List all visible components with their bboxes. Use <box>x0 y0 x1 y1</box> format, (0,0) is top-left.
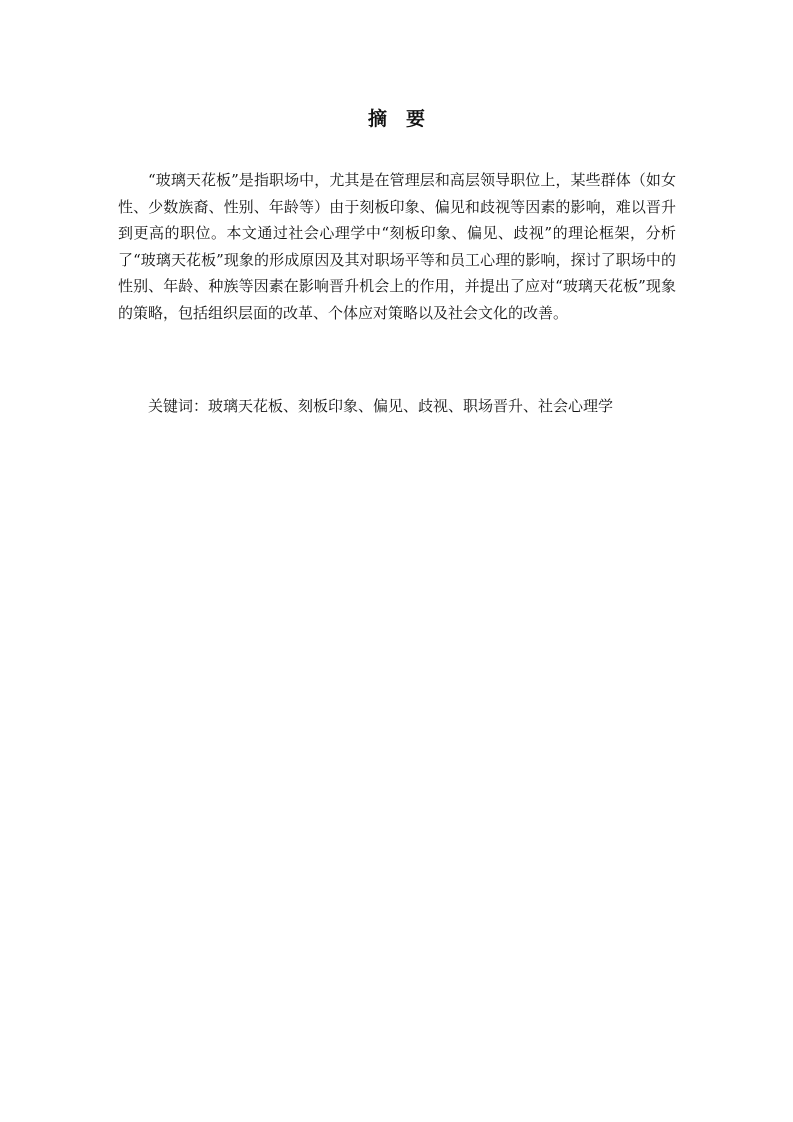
keywords-line: 关键词：玻璃天花板、刻板印象、偏见、歧视、职场晋升、社会心理学 <box>148 397 614 415</box>
page-title <box>0 104 793 131</box>
title-char-second: 要 <box>406 108 426 130</box>
title-char-first: 摘 <box>367 108 387 130</box>
abstract-paragraph: “玻璃天花板”是指职场中，尤其是在管理层和高层领导职位上，某些群体（如女性、少数族裔、性别、年龄等）由于刻板印象、偏见和歧视等因素的影响，难以晋升到更高的职位。本文通过社会心理学中“刻板印象、偏见、歧视”的理论框架，分析了“玻璃天花板”现象的形成原因及其对职场平等和员工心理的影响，探讨了职场中的性别、年龄、种族等因素在影响晋升机会上的作用，并提出了应对“玻璃天花板”现象的策略，包括组织层面的改革、个体应对策略以及社会文化的改善。 <box>118 171 676 322</box>
